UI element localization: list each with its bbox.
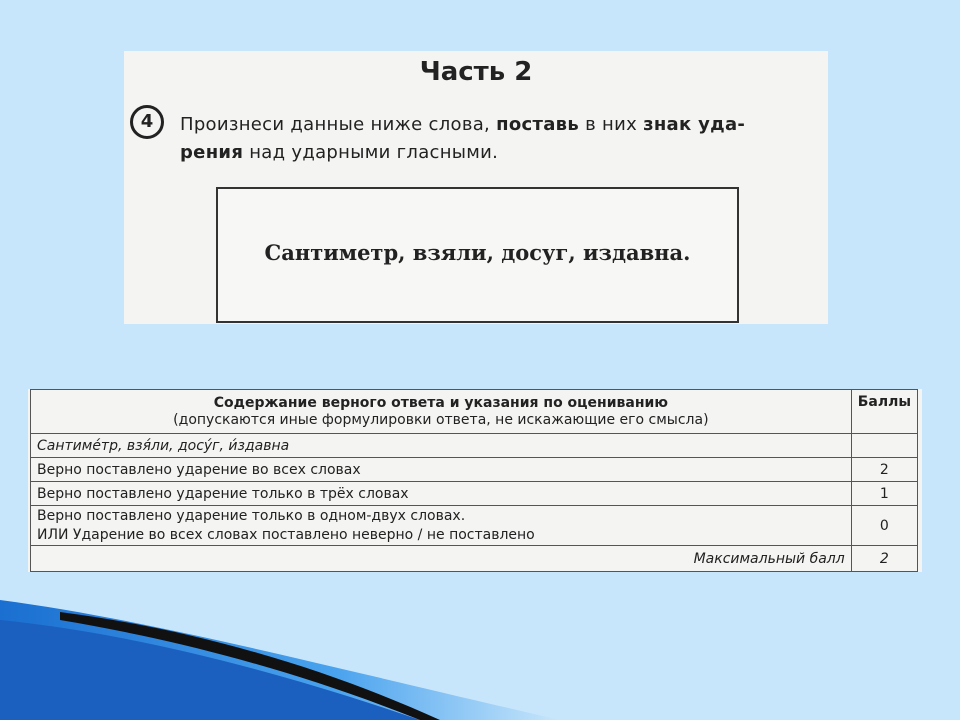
instruction-bold: рения [180,142,244,163]
words-to-stress: Сантиметр, взяли, досуг, издавна. [264,240,691,265]
correct-answer: Сантиме́тр, взя́ли, досу́г, и́здавна [31,434,852,458]
instruction-text: Произнеси данные ниже слова, [180,114,491,135]
criterion-line: Верно поставлено ударение только в одном-двух словах. [37,507,466,524]
task-scan [124,51,828,324]
rubric-table [30,389,918,572]
instruction-bold: поставь [496,114,580,135]
score-header: Баллы [851,390,917,434]
part-title: Часть 2 [419,57,533,87]
criterion-cell: Верно поставлено ударение только в трёх словах [31,482,852,506]
criterion-cell: Верно поставлено ударение во всех словах [31,458,852,482]
words-frame [216,187,739,323]
score-cell: 1 [851,482,917,506]
criterion-cell [31,506,852,546]
instruction-text: в них [585,114,638,135]
score-cell: 0 [851,506,917,546]
max-score-value: 2 [851,546,917,572]
task-number-badge: 4 [130,105,164,139]
score-cell-empty [851,434,917,458]
rubric-scan [28,389,922,572]
instruction-text: над ударными гласными. [249,142,499,163]
rubric-header-note: (допускаются иные формулировки ответа, не искажающие его смысла) [173,411,709,428]
task-instruction [180,111,826,167]
max-score-label: Максимальный балл [31,546,852,572]
criterion-line: ИЛИ Ударение во всех словах поставлено неверно / не поставлено [37,526,535,543]
score-cell: 2 [851,458,917,482]
rubric-header-title: Содержание верного ответа и указания по оцениванию [213,394,668,411]
instruction-bold: знак уда- [643,114,746,135]
rubric-header [31,390,852,434]
